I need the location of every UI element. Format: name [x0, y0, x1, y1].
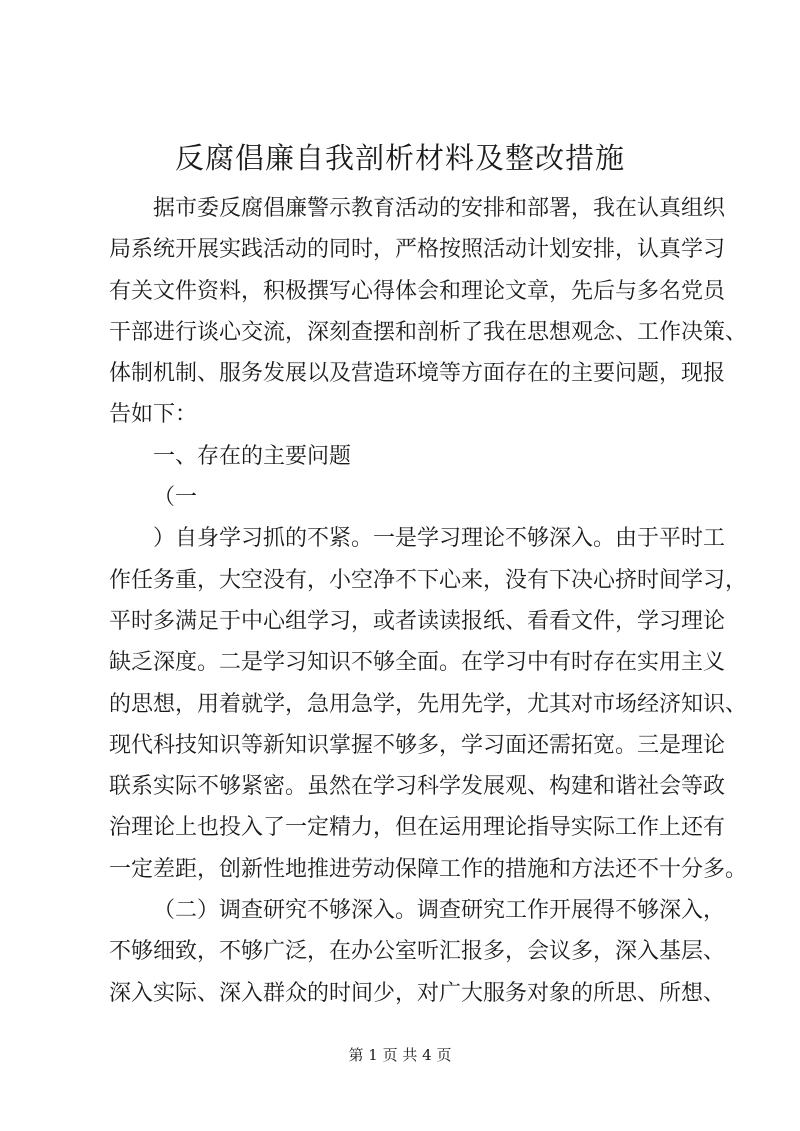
body-line: 干部进行谈心交流，深刻查摆和剖析了我在思想观念、工作决策、 [109, 319, 748, 345]
body-line: 现代科技知识等新知识掌握不够多，学习面还需拓宽。三是理论 [109, 732, 726, 758]
body-line: 缺乏深度。二是学习知识不够全面。在学习中有时存在实用主义 [109, 650, 726, 676]
body-line: 局系统开展实践活动的同时，严格按照活动计划安排，认真学习 [109, 237, 726, 263]
document-title: 反腐倡廉自我剖析材料及整改措施 [174, 141, 625, 175]
body-line: 平时多满足于中心组学习，或者读读报纸、看看文件，学习理论 [109, 608, 726, 634]
page-footer: 第 1 页 共 4 页 [348, 1046, 452, 1064]
body-line: 治理论上也投入了一定精力，但在运用理论指导实际工作上还有 [109, 815, 726, 841]
body-line: 的思想，用着就学，急用急学，先用先学，尤其对市场经济知识、 [109, 691, 748, 717]
body-line: （二）调查研究不够深入。调查研究工作开展得不够深入， [153, 898, 726, 924]
body-line: 深入实际、深入群众的时间少，对广大服务对象的所思、所想、 [109, 980, 726, 1006]
body-line: 有关文件资料，积极撰写心得体会和理论文章，先后与多名党员 [109, 278, 726, 304]
document-body [109, 188, 748, 1014]
body-line: 作任务重，大空没有，小空净不下心来，没有下决心挤时间学习， [109, 567, 748, 593]
body-line: 一定差距，创新性地推进劳动保障工作的措施和方法还不十分多。 [109, 856, 748, 882]
body-line: 联系实际不够紧密。虽然在学习科学发展观、构建和谐社会等政 [109, 774, 726, 800]
body-line: 据市委反腐倡廉警示教育活动的安排和部署，我在认真组织 [153, 196, 726, 221]
body-line: 不够细致，不够广泛，在办公室听汇报多，会议多，深入基层、 [109, 939, 726, 965]
body-line: 体制机制、服务发展以及营造环境等方面存在的主要问题，现报 [109, 361, 726, 387]
body-line: 告如下： [109, 402, 198, 428]
body-line: （一 [153, 485, 198, 511]
body-line: ）自身学习抓的不紧。一是学习理论不够深入。由于平时工 [153, 526, 726, 552]
section-heading: 一、存在的主要问题 [153, 443, 352, 469]
